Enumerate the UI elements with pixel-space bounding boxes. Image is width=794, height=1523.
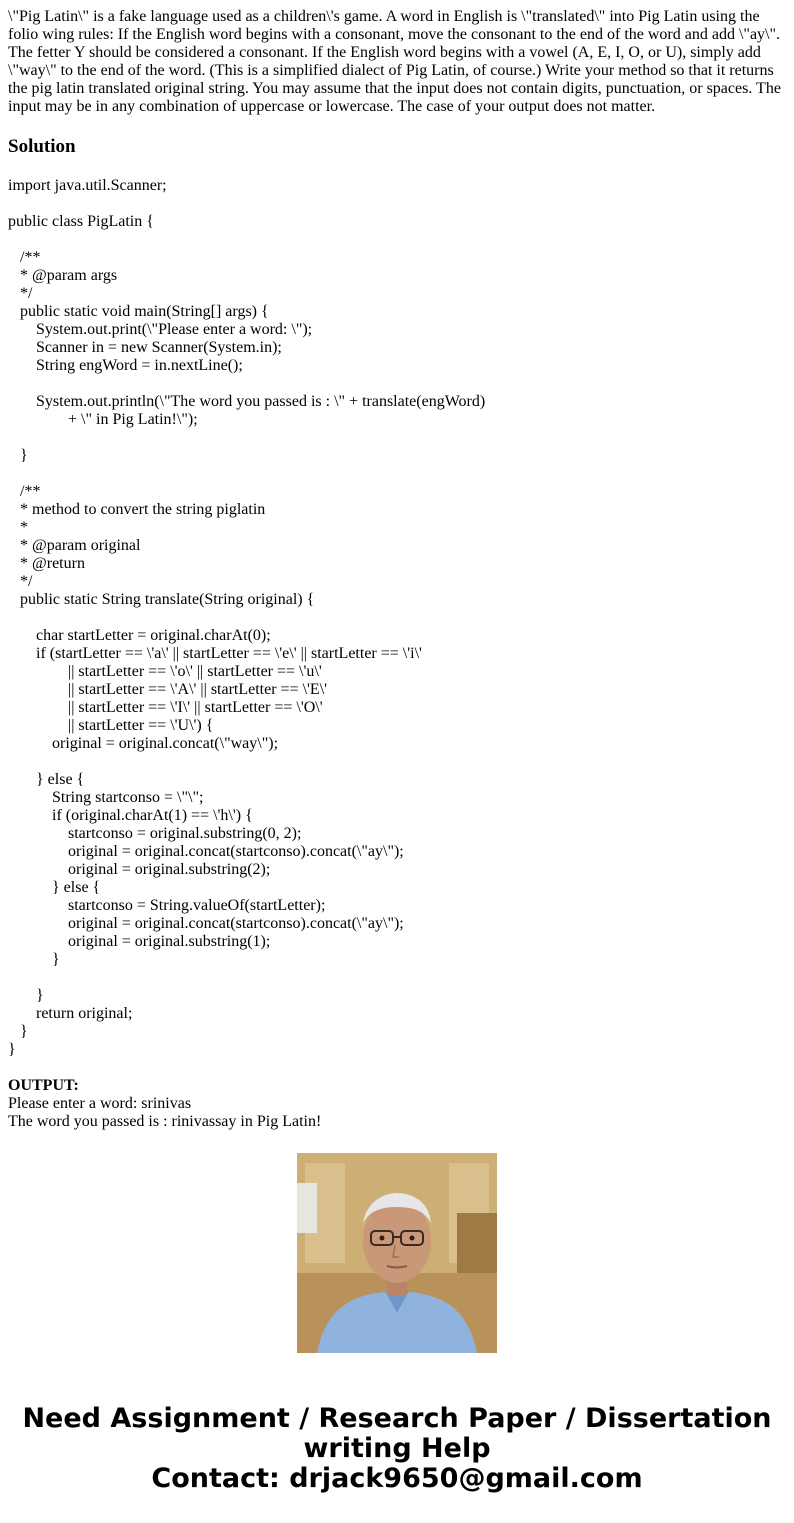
- promo-line-1: Need Assignment / Research Paper / Dissertation: [22, 1403, 772, 1434]
- solution-code: import java.util.Scanner; public class PigLatin { /** * @param args */ public static void main(String[] args) { System.out.print(\"Please enter a word: \"); Scanner in = new Scanner(System.in); String engWord = in.nextLine(); System.out.println(\"The word you passed is : \" + translate(engWord) + \" in Pig Latin!\"); } /** * method to convert the string piglatin * * @param original * @return */ public static String translate(String original) { char startLetter = original.charAt(0); if (startLetter == \'a\' || startLetter == \'e\' || startLetter == \'i\' || startLetter == \'o\' || startLetter == \'u\' || startLetter == \'A\' || startLetter == \'E\' || startLetter == \'I\' || startLetter == \'O\' || startLetter == \'U\') { original = original.concat(\"way\"); } else { String startconso = \"\"; if (original.charAt(1) == \'h\') { startconso = original.substring(0, 2); original = original.concat(startconso).concat(\"ay\"); original = original.substring(2); } else { startconso = String.valueOf(startLetter); original = original.concat(startconso).concat(\"ay\"); original = original.substring(1); } } return original; } }: [8, 177, 486, 1058]
- promo-contact: Contact: drjack9650@gmail.com: [151, 1463, 643, 1494]
- output-line-prompt: Please enter a word: srinivas: [8, 1095, 192, 1112]
- document-content: [8, 8, 788, 1130]
- author-photo: [297, 1153, 497, 1353]
- output-line-result: The word you passed is : rinivassay in Pig Latin!: [8, 1113, 322, 1130]
- promo-banner: [0, 1404, 794, 1494]
- question-text: \"Pig Latin\" is a fake language used as a children\'s game. A word in English is \"translated\" into Pig Latin using the folio wing rules: If the English word begins with a consonant, move the consonant to the end of the word and add \"ay\". The fetter Y should be considered a consonant. If the English word begins with a vowel (A, E, I, O, or U), simply add \"way\" to the end of the word. (This is a simplified dialect of Pig Latin, of course.) Write your method so that it returns the pig latin translated original string. You may assume that the input does not contain digits, punctuation, or spaces. The input may be in any combination of uppercase or lowercase. The case of your output does not matter.: [8, 8, 781, 115]
- promo-line-2: writing Help: [303, 1433, 491, 1464]
- output-heading: OUTPUT:: [8, 1077, 79, 1094]
- author-photo-icon: [297, 1153, 497, 1353]
- solution-heading: Solution: [8, 136, 76, 157]
